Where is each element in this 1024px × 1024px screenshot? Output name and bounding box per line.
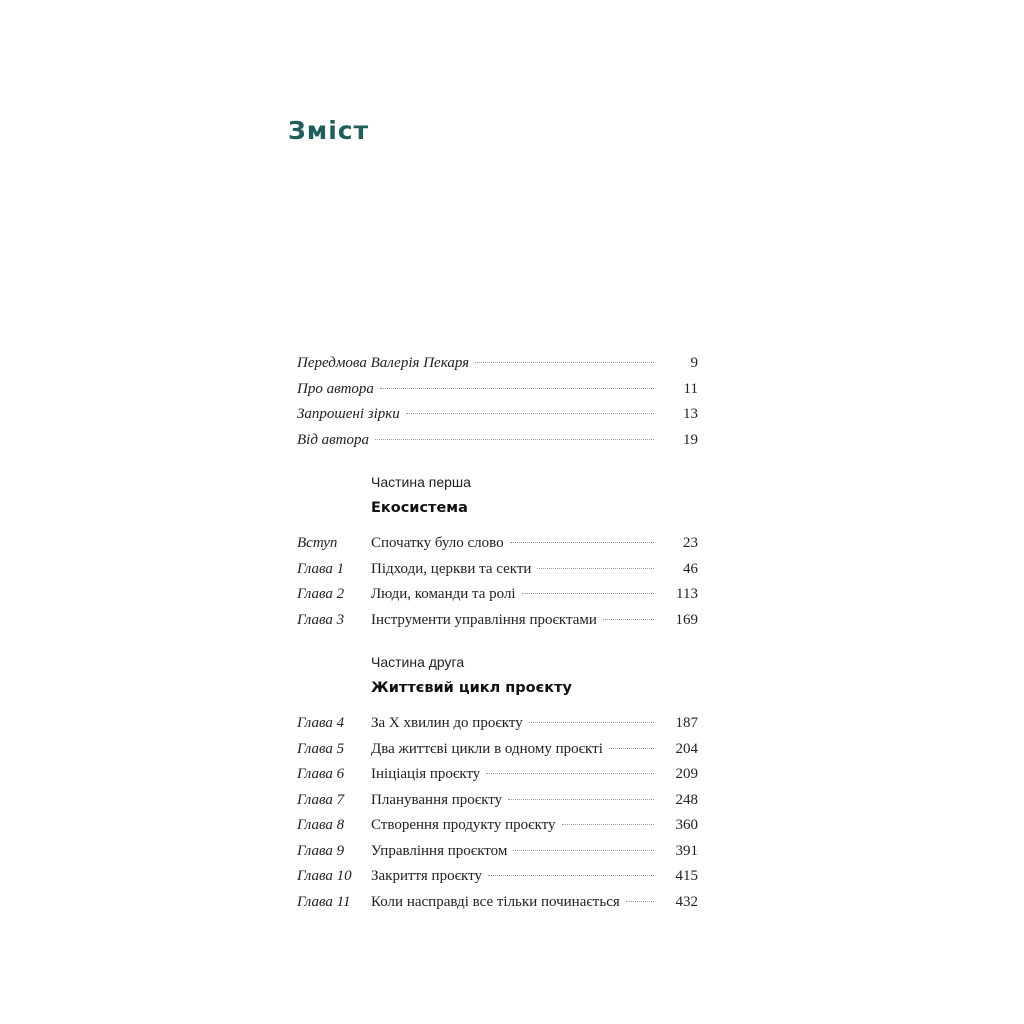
toc-entry-title: Підходи, церкви та секти	[371, 560, 532, 577]
toc-entry-title: Управління проєктом	[371, 842, 508, 859]
toc-entry-page: 169	[675, 611, 698, 628]
dot-leader	[562, 824, 654, 825]
part-heading	[297, 650, 698, 705]
toc-entry[interactable]	[297, 428, 698, 454]
chapter-label: Вступ	[297, 535, 338, 551]
dot-leader	[522, 593, 654, 594]
toc-entry-page: 391	[675, 842, 698, 859]
chapter-label: Глава 11	[297, 893, 351, 910]
dot-leader	[609, 748, 654, 749]
chapter-label: Глава 3	[297, 611, 345, 628]
toc-entry[interactable]	[297, 737, 698, 763]
part-title[interactable]: Життєвий цикл проєкту	[371, 680, 572, 696]
dot-leader	[486, 773, 654, 774]
dot-leader	[475, 362, 654, 363]
table-of-contents	[297, 351, 698, 915]
dot-leader	[508, 799, 654, 800]
toc-entry-title: Передмова Валерія Пекаря	[297, 355, 470, 371]
toc-entry[interactable]	[297, 788, 698, 814]
toc-entry-page: 187	[675, 715, 698, 731]
toc-entry-title: Ініціація проєкту	[371, 766, 481, 782]
dot-leader	[626, 901, 654, 902]
chapter-label: Глава 7	[297, 791, 345, 808]
dot-leader	[380, 388, 654, 389]
section-spacer	[297, 633, 698, 650]
chapter-label: Глава 2	[297, 586, 345, 602]
chapter-label: Глава 1	[297, 560, 345, 577]
dot-leader	[537, 568, 654, 569]
dot-leader	[529, 722, 654, 723]
toc-entry[interactable]	[297, 351, 698, 377]
chapter-label: Глава 10	[297, 868, 352, 884]
chapter-label: Глава 9	[297, 842, 345, 859]
toc-entry[interactable]	[297, 557, 698, 583]
dot-leader	[488, 875, 654, 876]
chapter-label: Глава 4	[297, 715, 345, 731]
toc-entry[interactable]	[297, 582, 698, 608]
dot-leader	[603, 619, 654, 620]
part-title[interactable]: Екосистема	[371, 500, 468, 516]
toc-entry-page: 46	[683, 560, 698, 577]
toc-entry-title: Коли насправді все тільки починається	[371, 893, 620, 910]
toc-entry-page: 204	[675, 740, 698, 757]
part-heading	[297, 470, 698, 525]
toc-entry[interactable]	[297, 762, 698, 788]
toc-entry-page: 23	[683, 535, 698, 551]
toc-entry-title: Створення продукту проєкту	[371, 817, 556, 833]
page-title: Зміст	[288, 116, 370, 145]
toc-entry-page: 9	[690, 355, 698, 371]
toc-entry[interactable]	[297, 377, 698, 403]
toc-entry-title: Від автора	[297, 431, 370, 448]
dot-leader	[510, 542, 654, 543]
toc-entry-title: Люди, команди та ролі	[371, 586, 516, 602]
toc-entry-page: 11	[683, 380, 698, 397]
dot-leader	[406, 413, 654, 414]
dot-leader	[375, 439, 654, 440]
toc-entry-title: За X хвилин до проєкту	[371, 715, 523, 731]
part-subtitle: Частина друга	[371, 654, 465, 670]
toc-entry[interactable]	[297, 711, 698, 737]
section-spacer	[297, 453, 698, 470]
toc-entry-title: Спочатку було слово	[371, 535, 504, 551]
toc-entry-page: 432	[675, 893, 698, 910]
dot-leader	[513, 850, 654, 851]
toc-entry-page: 113	[676, 586, 698, 602]
toc-entry-title: Запрошені зірки	[297, 406, 400, 422]
toc-entry-title: Закриття проєкту	[371, 868, 482, 884]
toc-entry[interactable]	[297, 839, 698, 865]
toc-entry-page: 13	[683, 406, 698, 422]
toc-entry-title: Про автора	[297, 380, 374, 397]
chapter-label: Глава 6	[297, 766, 345, 782]
toc-entry-page: 415	[675, 868, 698, 884]
toc-entry-title: Два життєві цикли в одному проєкті	[371, 740, 603, 757]
toc-entry-title: Інструменти управління проєктами	[371, 611, 597, 628]
toc-entry-page: 360	[675, 817, 698, 833]
toc-entry[interactable]	[297, 531, 698, 557]
part-subtitle: Частина перша	[371, 474, 471, 490]
toc-entry[interactable]	[297, 890, 698, 916]
toc-entry[interactable]	[297, 864, 698, 890]
toc-entry[interactable]	[297, 608, 698, 634]
toc-entry-page: 19	[683, 431, 698, 448]
toc-entry-page: 248	[675, 791, 698, 808]
toc-entry[interactable]	[297, 813, 698, 839]
toc-entry[interactable]	[297, 402, 698, 428]
chapter-label: Глава 5	[297, 740, 345, 757]
toc-entry-page: 209	[675, 766, 698, 782]
toc-entry-title: Планування проєкту	[371, 791, 503, 808]
chapter-label: Глава 8	[297, 817, 345, 833]
